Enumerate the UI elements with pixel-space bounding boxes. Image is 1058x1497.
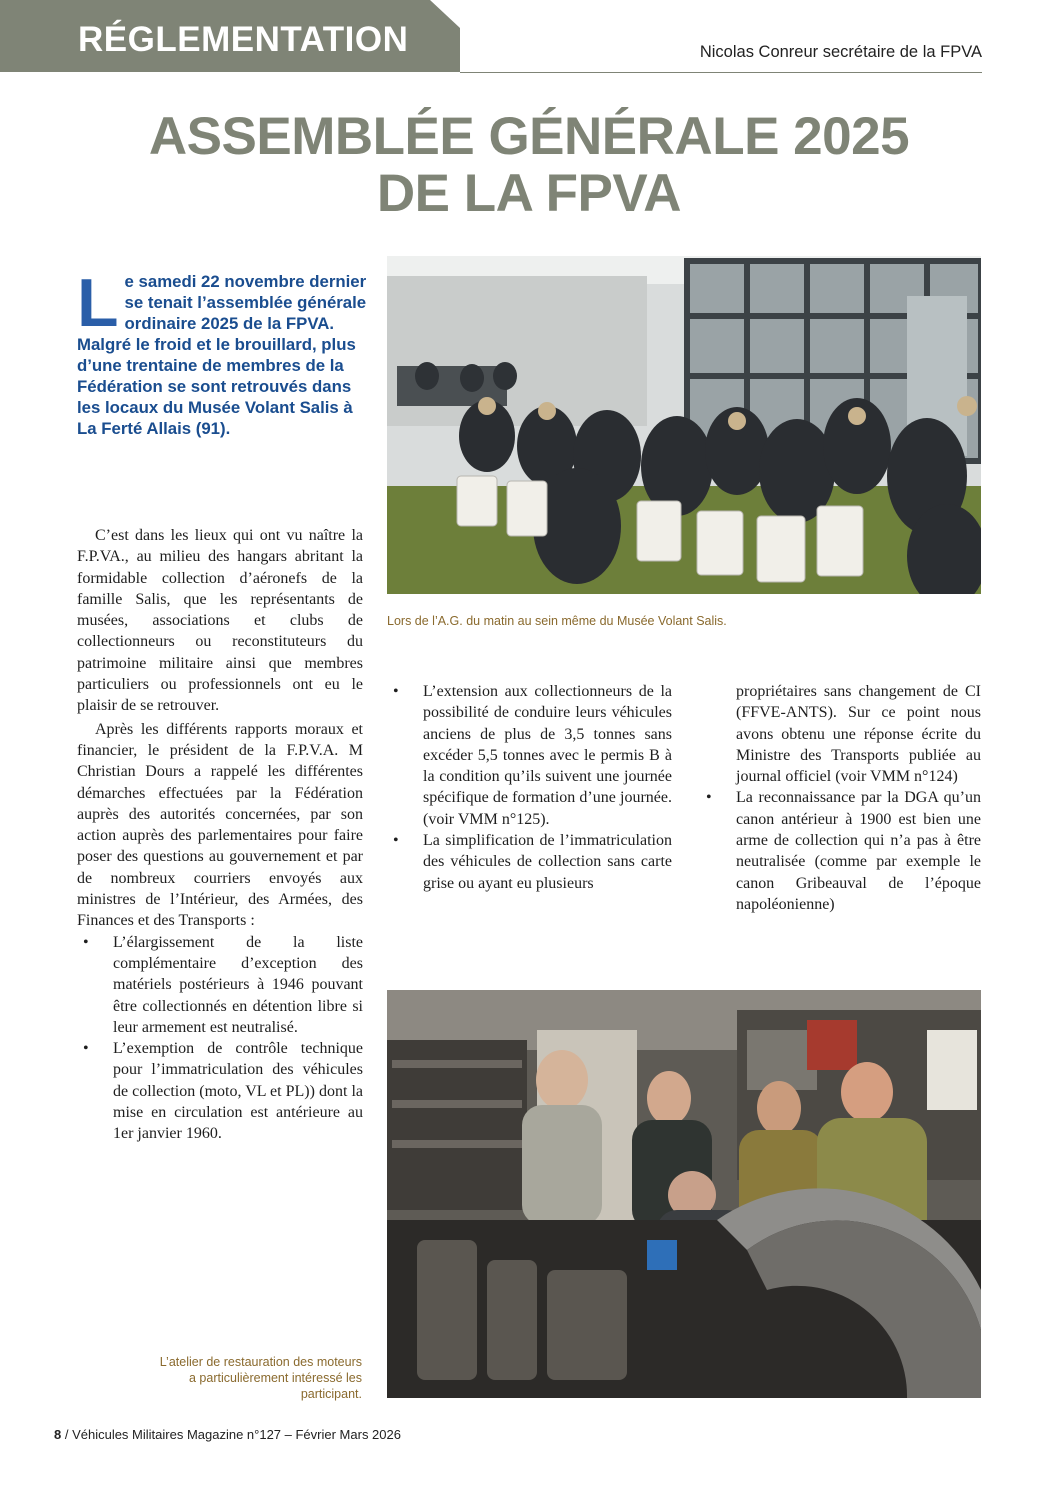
middle-column [387, 681, 672, 894]
author-byline: Nicolas Conreur secrétaire de la FPVA [699, 43, 982, 61]
page-number: 8 [54, 1427, 62, 1442]
meeting-photo [387, 256, 981, 594]
body-paragraph: Après les différents rapports moraux et financier, le président de la F.P.V.A. M Christian Dours a rappelé les différentes démarches effectuées par la Fédération auprès des autorités concernées, par son action auprès des parlementaires pour faire poser des questions au gouvernement et par de nombreux courriers envoyés aux ministres de l’Intérieur, des Armées, des Finances et des Transports : [77, 720, 363, 930]
list-item: • L’extension aux collectionneurs de la possibilité de conduire leurs véhicules anciens de plus de 3,5 tonnes sans excéder 5,5 tonnes avec le permis B à la condition qu’ils suivent une journée spécifique de formation d’une journée. (voir VMM n°125). [387, 681, 672, 830]
header-rule [460, 72, 982, 73]
page-footer [54, 1427, 401, 1442]
meeting-photo-illustration [387, 256, 981, 594]
title-line-1: ASSEMBLÉE GÉNÉRALE 2025 [148, 107, 910, 166]
footer-text: / Véhicules Militaires Magazine n°127 – Février Mars 2026 [61, 1427, 401, 1442]
workshop-photo-illustration [387, 990, 981, 1398]
list-item: • La simplification de l’immatriculation des véhicules de collection sans carte grise ou ayant eu plusieurs [387, 830, 672, 894]
lead-paragraph [77, 265, 367, 439]
lead-text: e samedi 22 novembre dernier se tenait l’assemblée générale ordinaire 2025 de la FPVA. Malgré le froid et le brouillard, plus d’une trentaine de membres de la Fédération se sont retrouvés dans les locaux du Musée Volant Salis à La Ferté Allais (91). [77, 272, 367, 438]
body-paragraph: C’est dans les lieux qui ont vu naître la F.P.VA., au milieu des hangars abritant la formidable collection d’aéronefs de la famille Salis, que les représentants de musées, associations et clubs de collectionneurs ou reconstituteurs du patrimoine militaire ainsi que membres particuliers ou professionnels ont eu le plaisir de se retrouver. [77, 527, 363, 715]
bullet-list [77, 932, 363, 1145]
list-item: • La reconnaissance par la DGA qu’un canon antérieur à 1900 est bien une arme de collection qui n’a pas à être neutralisée (comme par exemple le canon Gribeauval de l’époque napoléonienne) [700, 787, 981, 915]
article-title [0, 108, 1058, 222]
list-item: • L’élargissement de la liste complémentaire d’exception des matériels postérieurs à 1946 pouvant être collectionnés en détention libre si leur armement est neutralisé. [77, 932, 363, 1038]
right-column [700, 681, 981, 915]
bullet-list [700, 787, 981, 915]
workshop-photo [387, 990, 981, 1398]
list-item-continuation: propriétaires sans changement de CI (FFVE-ANTS). Sur ce point nous avons obtenu une réponse écrite du Ministre des Transports publiée au journal officiel (voir VMM n°124) [736, 683, 981, 786]
bullet-list [387, 681, 672, 894]
photo-caption-workshop: L’atelier de restauration des moteurs a particulièrement intéressé les participant. [159, 1355, 362, 1401]
list-item: • L’exemption de contrôle technique pour l’immatriculation des véhicules de collection (moto, VL et PL)) dont la mise en circulation est antérieure au 1er janvier 1960. [77, 1038, 363, 1144]
left-column [77, 525, 363, 1145]
title-line-2: DE LA FPVA [376, 164, 682, 223]
photo-caption-meeting: Lors de l’A.G. du matin au sein même du Musée Volant Salis. [387, 614, 727, 628]
drop-cap: L [77, 265, 119, 341]
section-label: RÉGLEMENTATION [78, 20, 409, 59]
